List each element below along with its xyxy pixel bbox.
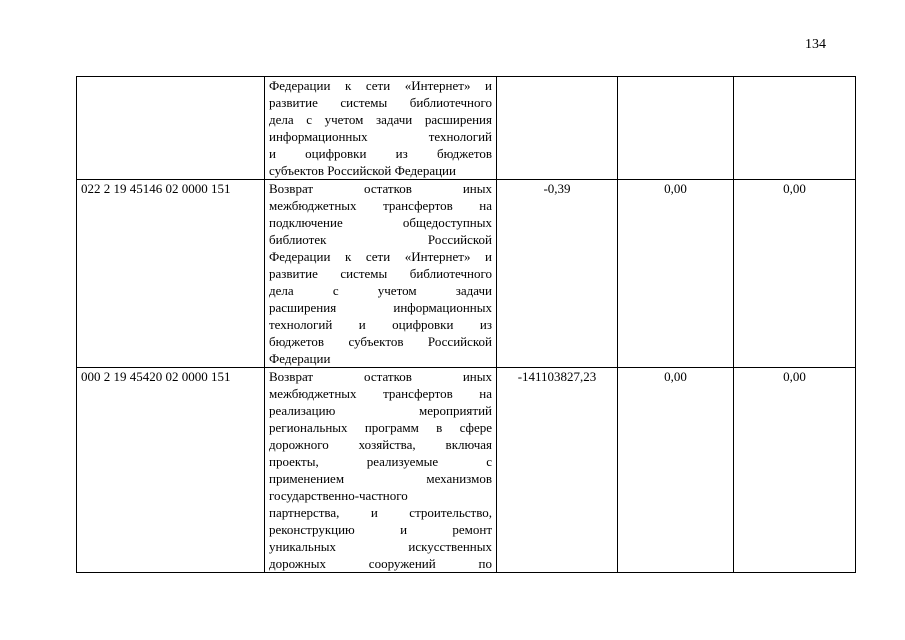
row-value-2: 0,00: [618, 180, 734, 368]
description-line: Возврат остатков иных: [269, 369, 492, 384]
row-code: 000 2 19 45420 02 0000 151: [77, 368, 265, 573]
description-line: региональных программ в сфере: [269, 420, 492, 435]
description-line: бюджетов субъектов Российской: [269, 334, 492, 349]
description-line: библиотек Российской: [269, 232, 492, 247]
table-row: [77, 180, 856, 368]
description-line: развитие системы библиотечного: [269, 266, 492, 281]
row-value-3: 0,00: [734, 180, 856, 368]
row-value-1: [497, 77, 618, 180]
description-line: государственно-частного: [269, 488, 408, 503]
description-line: развитие системы библиотечного: [269, 95, 492, 110]
description-line: межбюджетных трансфертов на: [269, 198, 492, 213]
row-value-3: [734, 77, 856, 180]
row-value-1: -0,39: [497, 180, 618, 368]
page-number: 134: [805, 37, 826, 52]
row-value-3: 0,00: [734, 368, 856, 573]
row-code: [77, 77, 265, 180]
description-line: подключение общедоступных: [269, 215, 492, 230]
row-value-2: [618, 77, 734, 180]
description-line: дела с учетом задачи расширения: [269, 112, 492, 127]
row-code: 022 2 19 45146 02 0000 151: [77, 180, 265, 368]
description-line: партнерства, и строительство,: [269, 505, 492, 520]
description-line: применением механизмов: [269, 471, 492, 486]
row-description: [265, 180, 497, 368]
row-value-1: -141103827,23: [497, 368, 618, 573]
description-line: уникальных искусственных: [269, 539, 492, 554]
description-line: реализацию мероприятий: [269, 403, 492, 418]
row-description: [265, 77, 497, 180]
description-line: дорожного хозяйства, включая: [269, 437, 492, 452]
description-line: субъектов Российской Федерации: [269, 163, 456, 178]
description-line: проекты, реализуемые с: [269, 454, 492, 469]
description-line: Федерации к сети «Интернет» и: [269, 78, 492, 93]
description-line: межбюджетных трансфертов на: [269, 386, 492, 401]
description-line: Федерации: [269, 351, 331, 366]
description-line: и оцифровки из бюджетов: [269, 146, 492, 161]
description-line: дорожных сооружений по: [269, 556, 492, 571]
table-row: [77, 77, 856, 180]
table-row: [77, 368, 856, 573]
description-line: дела с учетом задачи: [269, 283, 492, 298]
description-line: технологий и оцифровки из: [269, 317, 492, 332]
description-line: Федерации к сети «Интернет» и: [269, 249, 492, 264]
row-value-2: 0,00: [618, 368, 734, 573]
description-line: расширения информационных: [269, 300, 492, 315]
row-description: [265, 368, 497, 573]
description-line: информационных технологий: [269, 129, 492, 144]
budget-table: [76, 76, 856, 573]
description-line: Возврат остатков иных: [269, 181, 492, 196]
description-line: реконструкцию и ремонт: [269, 522, 492, 537]
